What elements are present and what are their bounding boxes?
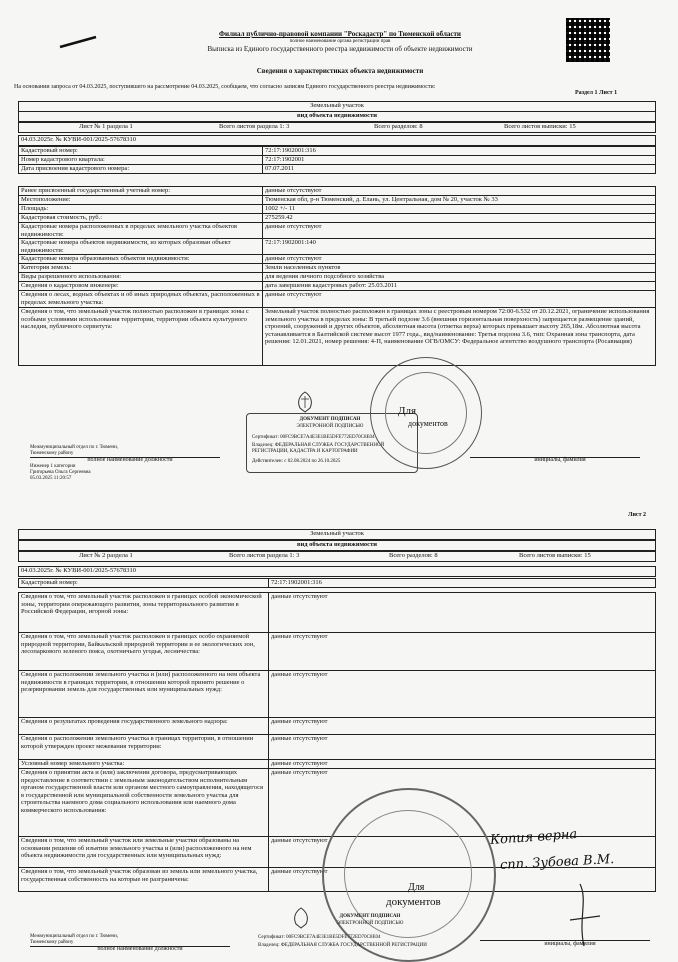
row-label: Номер кадастрового квартала:	[19, 156, 263, 165]
signer-l2: Тюменскому району	[30, 451, 74, 456]
sheet-info-bar-2	[18, 551, 656, 562]
table-row	[19, 214, 656, 223]
row-value: 07.07.2011	[263, 165, 656, 174]
object-type-2: Земельный участок	[310, 530, 364, 537]
sheets-total-2: Всего листов раздела 1: 3	[229, 552, 300, 559]
table-row	[19, 273, 656, 282]
sheet2-label: Лист 2	[628, 512, 647, 518]
row-label: Категория земель:	[19, 264, 263, 273]
stamp2-sub: ЭЛЕКТРОННОЙ ПОДПИСЬЮ	[336, 921, 404, 926]
cert-line2: Владелец: ФЕДЕРАЛЬНАЯ СЛУЖБА ГОСУДАРСТВЕННОЙ РЕГИСТРАЦИИ, КАДАСТРА И КАРТОГРАФИИ	[252, 443, 385, 454]
table-row	[19, 671, 656, 718]
table-row	[19, 165, 656, 174]
sheets-extract-2: Всего листов выписки: 15	[519, 552, 591, 559]
row-value: данные отсутствуют	[269, 718, 656, 735]
row-value: данные отсутствуют	[269, 735, 656, 760]
extract-title: Выписка из Единого государственного реестра недвижимости об объекте недвижимости	[207, 45, 473, 53]
object-kind-bar	[18, 111, 656, 122]
sections-total: Всего разделов: 8	[374, 123, 423, 130]
row-label: Ранее присвоенный государственный учетный номер:	[19, 187, 263, 196]
seal2-dlya: Для	[408, 882, 425, 893]
sheets-total: Всего листов раздела 1: 3	[219, 123, 290, 130]
row-value: Земельный участок полностью расположен в границах зоны с реестровым номером 72:00-6.532 от 20.12.2021, ограничение использования земельного участка в пределах зоны: В третьей подзоне 3.6 (внешняя горизонтальная поверхность) запрещается размещение зданий, строений, сооружений и других объектов, абсолютная высота (отметка верха) которых превышает высоту 265,18м. Абсолютная высота устанавливается в Балтийской системе высот 1977 года., вид/наименование: Третья подзона 3.6, тип: Охранная зона транспорта, дата решения: 12.01.2021, номер решения: 4-П, наименование ОГВ/ОМСУ: Федеральное агентство воздушного транспорта (Росавиация)	[263, 308, 656, 366]
row-value: для ведения личного подсобного хозяйства	[263, 273, 656, 282]
table-row	[19, 308, 656, 366]
row-label: Кадастровые номера объектов недвижимости, из которых образован объект недвижимости:	[19, 239, 263, 255]
row-value: данные отсутствуют	[263, 223, 656, 239]
table-row	[19, 205, 656, 214]
table-row	[19, 593, 656, 633]
table-row	[19, 282, 656, 291]
row-value: 72:17:1902001	[263, 156, 656, 165]
table-row	[19, 255, 656, 264]
branch-name: Филиал публично-правовой компании "Роскадастр" по Тюменской области	[219, 30, 461, 38]
razdel-label: Раздел 1 Лист 1	[575, 90, 618, 96]
table-row	[19, 239, 656, 255]
row-label: Кадастровая стоимость, руб.:	[19, 214, 263, 223]
row-value: 72:17:1902001:140	[263, 239, 656, 255]
date-ref-2: 04.03.2025г. № КУВИ-001/2025-57678310	[21, 567, 136, 574]
row-label: Сведения о том, что земельный участок расположен в границах особой экономической зоны, территории опережающего развития, зоны территориального развития в Российской Федерации, игорной зоны:	[19, 593, 269, 633]
table-row	[19, 579, 656, 588]
sheets-extract: Всего листов выписки: 15	[504, 123, 576, 130]
seal-docs: документов	[408, 419, 448, 428]
sheet1-table	[18, 146, 656, 366]
row-value: 275259.42	[263, 214, 656, 223]
row-value: Земли населенных пунктов	[263, 264, 656, 273]
table-row	[19, 760, 656, 769]
row-label: Дата присвоения кадастрового номера:	[19, 165, 263, 174]
table-row	[19, 264, 656, 273]
table-row	[19, 187, 656, 196]
sheet-no-2: Лист № 2 раздела 1	[79, 552, 133, 559]
row-label: Сведения о принятии акта и (или) заключении договора, предусматривающих предоставление в соответствии с земельным законодательством исполнительным органом государственной власти или органом местного самоуправления, находящегося в государственной или муниципальной собственности земельного участка для строительства наемного дома социального использования или наемного дома коммерческого использования:	[19, 769, 269, 837]
signature-block-1	[0, 385, 678, 495]
signer-l1: Межмуниципальный отдел по г. Тюмени,	[30, 445, 119, 450]
row-value: данные отсутствуют	[269, 837, 656, 868]
row-label: Сведения о том, что земельный участок образован из земель или земельного участка, государственная собственность на которые не разграничена:	[19, 868, 269, 892]
table-row	[19, 718, 656, 735]
row-value: данные отсутствуют	[263, 187, 656, 196]
row-label: Сведения о расположении земельного участка и (или) расположенного на нем объекта недвижимости в границах территории, в отношении которой принято решение о резервировании земель для государственных или муниципальных нужд:	[19, 671, 269, 718]
row-value: данные отсутствуют	[269, 769, 656, 837]
qr-code	[566, 18, 610, 62]
row-label: Кадастровый номер:	[19, 147, 263, 156]
object-kind-note: вид объекта недвижимости	[296, 112, 378, 119]
sheet-info-bar	[18, 122, 656, 133]
row-label: Сведения о том, что земельный участок полностью расположен в границах зоны с особыми условиями использования территории, территории объекта культурного наследия, публичного сервитута:	[19, 308, 263, 366]
row-label: Местоположение:	[19, 196, 263, 205]
handwriting-line1: Копия верна	[489, 826, 578, 849]
row-value: данные отсутствуют	[269, 868, 656, 892]
seal-dlya: Для	[398, 405, 417, 417]
row-label: Сведения о том, что земельный участок расположен в границах особо охраняемой природной территории, Байкальской природной территории и ее экологических зон, лесопаркового зеленого пояса, охотничьего угодья, лесничества:	[19, 633, 269, 671]
emblem-icon	[294, 390, 316, 414]
row-label: Сведения о кадастровом инженере:	[19, 282, 263, 291]
basis-text: На основании запроса от 04.03.2025, поступившего на рассмотрение 04.03.2025, сообщаем, что согласно записям Единого государственного реестра недвижимости:	[14, 84, 436, 90]
stamp-sub: ЭЛЕКТРОННОЙ ПОДПИСЬЮ	[296, 424, 364, 429]
cert2-line2: Владелец: ФЕДЕРАЛЬНАЯ СЛУЖБА ГОСУДАРСТВЕННОЙ РЕГИСТРАЦИИ	[258, 943, 427, 948]
sections-total-2: Всего разделов: 8	[389, 552, 438, 559]
pen-stroke-mark	[58, 34, 98, 50]
signer-l4: Григорьева Ольга Сергеевна	[30, 470, 91, 475]
row-label: Сведения о лесах, водных объектах и об иных природных объектах, расположенных в пределах земельного участка:	[19, 291, 263, 308]
table-row	[19, 196, 656, 205]
object-type: Земельный участок	[310, 102, 364, 109]
row-value: 1002 +/- 11	[263, 205, 656, 214]
table-row	[19, 735, 656, 760]
organ-note: полное наименование органа регистрации прав	[289, 39, 391, 44]
date-ref-bar	[18, 135, 656, 146]
handwriting-line2: спп. Зубова В.М.	[499, 852, 615, 873]
stamp-title: ДОКУМЕНТ ПОДПИСАН	[299, 417, 361, 422]
initials-label-2: инициалы, фамилия	[544, 941, 596, 947]
row-label: Кадастровый номер:	[19, 579, 269, 588]
table-row	[19, 223, 656, 239]
position-label: полное наименование должности	[87, 457, 173, 463]
row-value: данные отсутствуют	[263, 291, 656, 308]
table-row	[19, 156, 656, 165]
signer2-l2: Тюменскому району	[30, 940, 74, 945]
signer-l3: Инженер 1 категории	[30, 464, 76, 469]
signer-l5: 05.03.2025 11:20:57	[30, 476, 72, 481]
table-row	[19, 147, 656, 156]
cert-line3: Действителен: с 02.08.2024 по 26.10.2025	[252, 459, 341, 464]
initials-label: инициалы, фамилия	[534, 457, 586, 463]
position-label-2: полное наименование должности	[97, 946, 183, 952]
row-label: Кадастровые номера расположенных в пределах земельного участка объектов недвижимости:	[19, 223, 263, 239]
table-row	[19, 291, 656, 308]
row-label: Сведения о результатах проведения государственного земельного надзора:	[19, 718, 269, 735]
row-value: данные отсутствуют	[269, 760, 656, 769]
object-kind-bar-2	[18, 540, 656, 551]
row-label: Кадастровые номера образованных объектов недвижимости:	[19, 255, 263, 264]
seal2-docs: документов	[386, 896, 441, 908]
stamp2-title: ДОКУМЕНТ ПОДПИСАН	[339, 914, 401, 919]
section-title: Сведения о характеристиках объекта недвижимости	[256, 67, 424, 75]
cert-line1: Сертификат: 00FC9BCE7A4E3E1BE5DFE772ED70C8E04	[252, 435, 375, 440]
signer2-l1: Межмуниципальный отдел по г. Тюмени,	[30, 934, 119, 939]
cert2-line1: Сертификат: 00FC9BCE7A4E3E1BE5DFE772ED70C8E04	[258, 935, 381, 940]
row-label: Сведения о расположении земельного участка в границах территории, в отношении которой утвержден проект межевания территории:	[19, 735, 269, 760]
row-value: данные отсутствуют	[269, 633, 656, 671]
sheet-no: Лист № 1 раздела 1	[79, 123, 133, 130]
row-value: данные отсутствуют	[263, 255, 656, 264]
row-value: 72:17:1902001:316	[269, 579, 656, 588]
date-ref: 04.03.2025г. № КУВИ-001/2025-57678310	[21, 136, 136, 143]
object-kind-note-2: вид объекта недвижимости	[296, 541, 378, 548]
row-label: Виды разрешенного использования:	[19, 273, 263, 282]
row-value: 72:17:1902001:316	[263, 147, 656, 156]
row-label: Условный номер земельного участка:	[19, 760, 269, 769]
row-value: Тюменская обл, р-н Тюменский, д. Елань, ул. Центральная, дом № 20, участок № 33	[263, 196, 656, 205]
row-label: Сведения о том, что земельный участок или земельные участки образованы на основании решения об изъятии земельного участка и (или) расположенного на нем объекта недвижимости для государственных или муниципальных нужд:	[19, 837, 269, 868]
row-value: данные отсутствуют	[269, 593, 656, 633]
object-type-bar-2	[18, 529, 656, 540]
row-label: Площадь:	[19, 205, 263, 214]
date-ref-bar-2	[18, 566, 656, 577]
table-row	[19, 633, 656, 671]
row-value: данные отсутствуют	[269, 671, 656, 718]
row-value: дата завершения кадастровых работ: 25.03.2011	[263, 282, 656, 291]
